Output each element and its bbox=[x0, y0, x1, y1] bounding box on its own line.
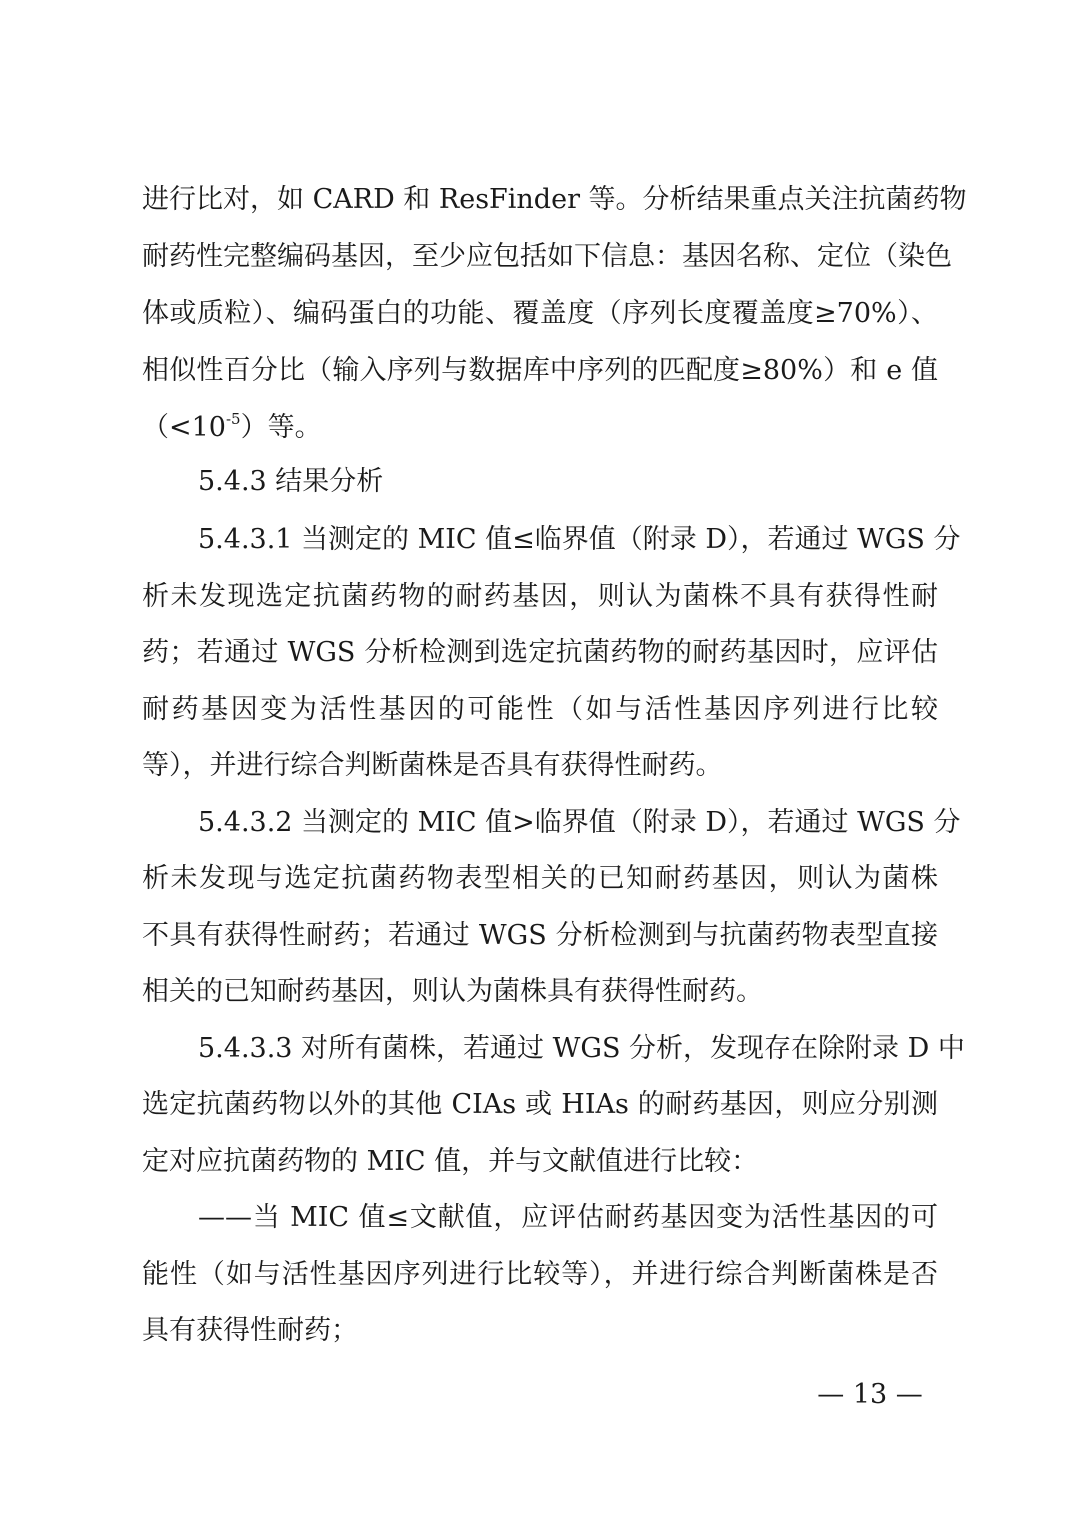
text-line: 具有获得性耐药； bbox=[142, 1315, 358, 1346]
list-item-first-line: ——当 MIC 值≤文献值，应评估耐药基因变为活性基因的可 bbox=[198, 1202, 938, 1233]
formula-open: （<10 bbox=[142, 412, 226, 443]
formula-exponent: -5 bbox=[225, 410, 241, 428]
text-line: 相似性百分比（输入序列与数据库中序列的匹配度≥80%）和 e 值 bbox=[142, 355, 938, 386]
text-line: 耐药基因变为活性基因的可能性（如与活性基因序列进行比较 bbox=[142, 694, 938, 725]
text-line: 析未发现选定抗菌药物的耐药基因，则认为菌株不具有获得性耐 bbox=[142, 581, 938, 612]
text-line: 等），并进行综合判断菌株是否具有获得性耐药。 bbox=[142, 750, 723, 781]
text-line: 定对应抗菌药物的 MIC 值，并与文献值进行比较： bbox=[142, 1146, 759, 1177]
text-line: 体或质粒）、编码蛋白的功能、覆盖度（序列长度覆盖度≥70%）、 bbox=[142, 298, 938, 329]
page-number: — 13 — bbox=[817, 1379, 923, 1410]
text-line: 相关的已知耐药基因，则认为菌株具有获得性耐药。 bbox=[142, 976, 763, 1007]
text-line: 不具有获得性耐药；若通过 WGS 分析检测到与抗菌药物表型直接 bbox=[142, 920, 938, 951]
text-line: 选定抗菌药物以外的其他 CIAs 或 HIAs 的耐药基因，则应分别测 bbox=[142, 1089, 938, 1120]
text-line: 进行比对，如 CARD 和 ResFinder 等。分析结果重点关注抗菌药物 bbox=[142, 184, 967, 215]
clause-5433-first-line: 5.4.3.3 对所有菌株，若通过 WGS 分析，发现存在除附录 D 中 bbox=[198, 1033, 965, 1064]
formula-close: ）等。 bbox=[240, 412, 322, 443]
clause-5432-first-line: 5.4.3.2 当测定的 MIC 值>临界值（附录 D），若通过 WGS 分 bbox=[198, 807, 961, 838]
section-heading: 5.4.3 结果分析 bbox=[198, 466, 384, 497]
text-line-formula bbox=[142, 408, 938, 448]
text-line: 耐药性完整编码基因，至少应包括如下信息：基因名称、定位（染色 bbox=[142, 241, 952, 272]
clause-5431-first-line: 5.4.3.1 当测定的 MIC 值≤临界值（附录 D），若通过 WGS 分 bbox=[198, 524, 961, 555]
text-line: 药；若通过 WGS 分析检测到选定抗菌药物的耐药基因时，应评估 bbox=[142, 637, 938, 668]
text-line: 能性（如与活性基因序列进行比较等），并进行综合判断菌株是否 bbox=[142, 1259, 938, 1290]
text-line: 析未发现与选定抗菌药物表型相关的已知耐药基因，则认为菌株 bbox=[142, 863, 938, 894]
